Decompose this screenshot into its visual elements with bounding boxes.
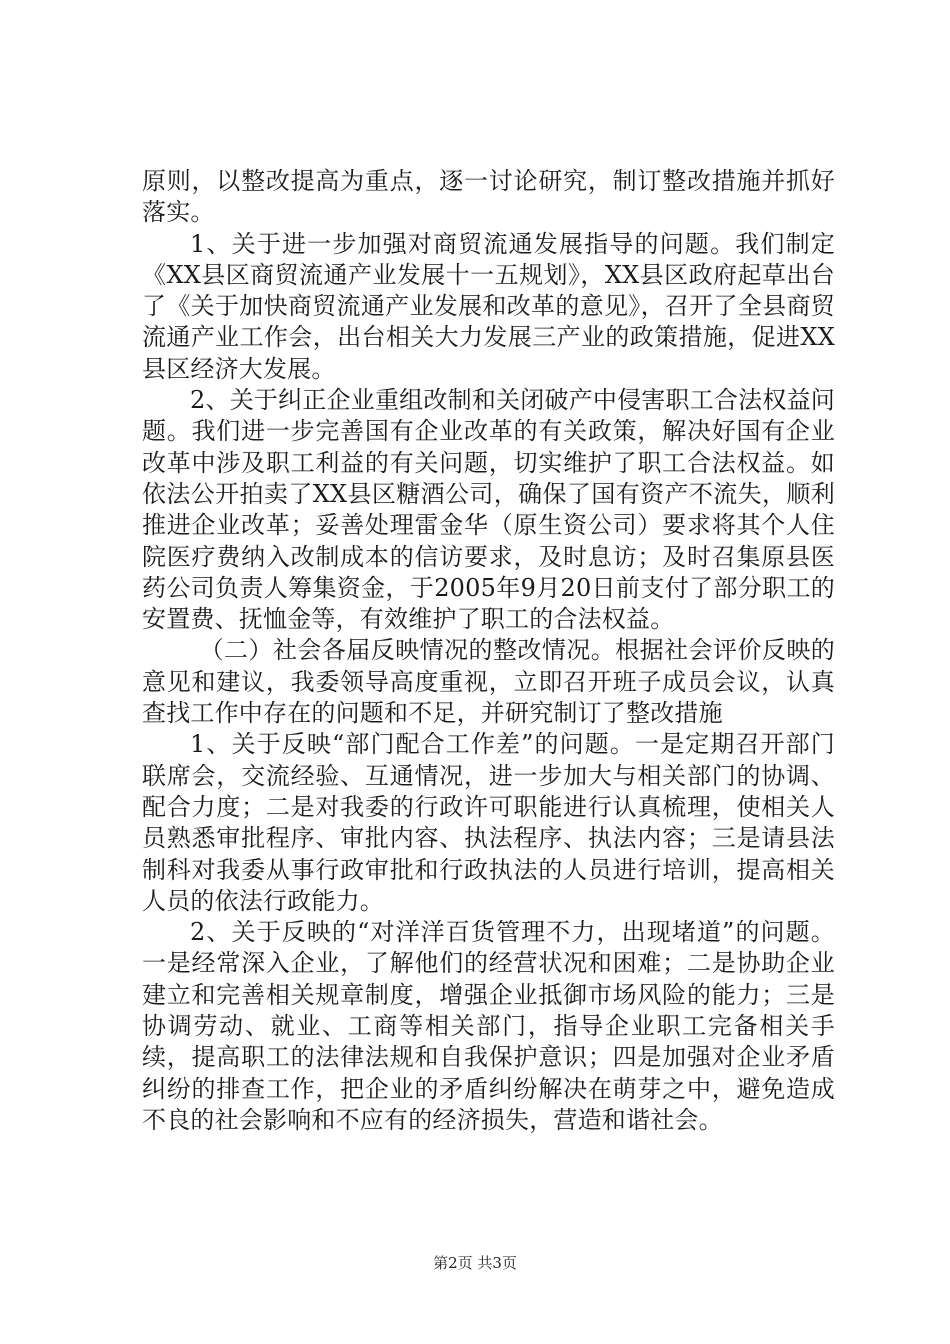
page-footer-number: 第2页 共3页	[433, 1254, 517, 1272]
paragraph-item-2-worker-rights: 2、关于纠正企业重组改制和关闭破产中侵害职工合法权益问题。我们进一步完善国有企业改革的有关政策，解决好国有企业改革中涉及职工利益的有关问题，切实维护了职工合法权益。如依法公开拍卖了XX县区糖酒公司，确保了国有资产不流失，顺利推进企业改革；妥善处理雷金华（原生资公司）要求将其个人住院医疗费纳入改制成本的信访要求，及时息访；及时召集原县医药公司负责人筹集资金，于2005年9月20日前支付了部分职工的安置费、抚恤金等，有效维护了职工的合法权益。	[142, 386, 835, 634]
paragraph-section-2-heading: （二）社会各届反映情况的整改情况。根据社会评价反映的意见和建议，我委领导高度重视，立即召开班子成员会议，认真查找工作中存在的问题和不足，并研究制订了整改措施	[142, 636, 835, 728]
document-body	[142, 166, 835, 1136]
paragraph-item-2-yangyang-store: 2、关于反映的“对洋洋百货管理不力，出现堵道”的问题。一是经常深入企业，了解他们的经营状况和困难；二是协助企业建立和完善相关规章制度，增强企业抵御市场风险的能力；三是协调劳动、就业、工商等相关部门，指导企业职工完备相关手续，提高职工的法律法规和自我保护意识；四是加强对企业矛盾纠纷的排查工作，把企业的矛盾纠纷解决在萌芽之中，避免造成不良的社会影响和不应有的经济损失，营造和谐社会。	[142, 918, 835, 1134]
paragraph-item-1-commerce-guidance: 1、关于进一步加强对商贸流通发展指导的问题。我们制定《XX县区商贸流通产业发展十一五规划》，XX县区政府起草出台了《关于加快商贸流通产业发展和改革的意见》，召开了全县商贸流通产业工作会，出台相关大力发展三产业的政策措施，促进XX县区经济大发展。	[142, 229, 835, 383]
paragraph-continuation: 原则，以整改提高为重点，逐一讨论研究，制订整改措施并抓好落实。	[142, 167, 835, 227]
paragraph-item-1-department-coordination: 1、关于反映“部门配合工作差”的问题。一是定期召开部门联席会，交流经验、互通情况，进一步加大与相关部门的协调、配合力度；二是对我委的行政许可职能进行认真梳理，使相关人员熟悉审批程序、审批内容、执法程序、执法内容；三是请县法制科对我委从事行政审批和行政执法的人员进行培训，提高相关人员的依法行政能力。	[142, 730, 835, 915]
